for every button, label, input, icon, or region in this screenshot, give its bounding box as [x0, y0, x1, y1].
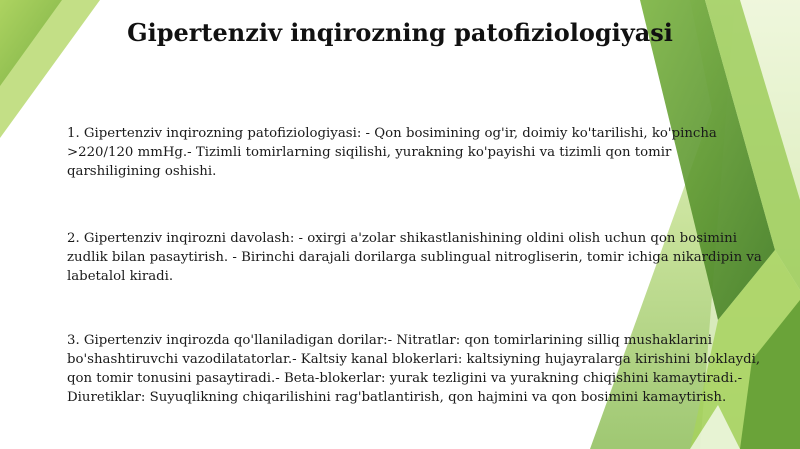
- paragraph-treatment: 2. Gipertenziv inqirozni davolash: - oxirgi a'zolar shikastlanishining oldini olish uchun qon bosimini zudlik bilan pasaytirish. - Birinchi darajali dorilarga sublingual nitrogliserin, tomir ichiga nikardipin va labetalol kiradi.: [67, 231, 762, 284]
- paragraph-pathophysiology: 1. Gipertenziv inqirozning patofiziologiyasi: - Qon bosimining og'ir, doimiy ko'tarilishi, ko'pincha >220/120 mmHg.- Tizimli tomirlarning siqilishi, yurakning ko'payishi va tizimli qon tomir qarshiligining oshishi.: [67, 126, 717, 179]
- slide-title: Gipertenziv inqirozning patofiziologiyasi: [127, 18, 673, 47]
- paragraph-drugs: 3. Gipertenziv inqirozda qo'llaniladigan dorilar:- Nitratlar: qon tomirlarining silliq mushaklarini bo'shashtiruvchi vazodilatatorlar.- Kaltsiy kanal blokerlari: kaltsiyning hujayralarga kirishini bloklaydi, qon tomir tonusini pasaytiradi.- Beta-blokerlar: yurak tezligini va yurakning chiqishini kamaytiradi.- Diuretiklar: Suyuqlikning chiqarilishini rag'batlantirish, qon hajmini va qon bosimini kamaytirish.: [67, 333, 761, 405]
